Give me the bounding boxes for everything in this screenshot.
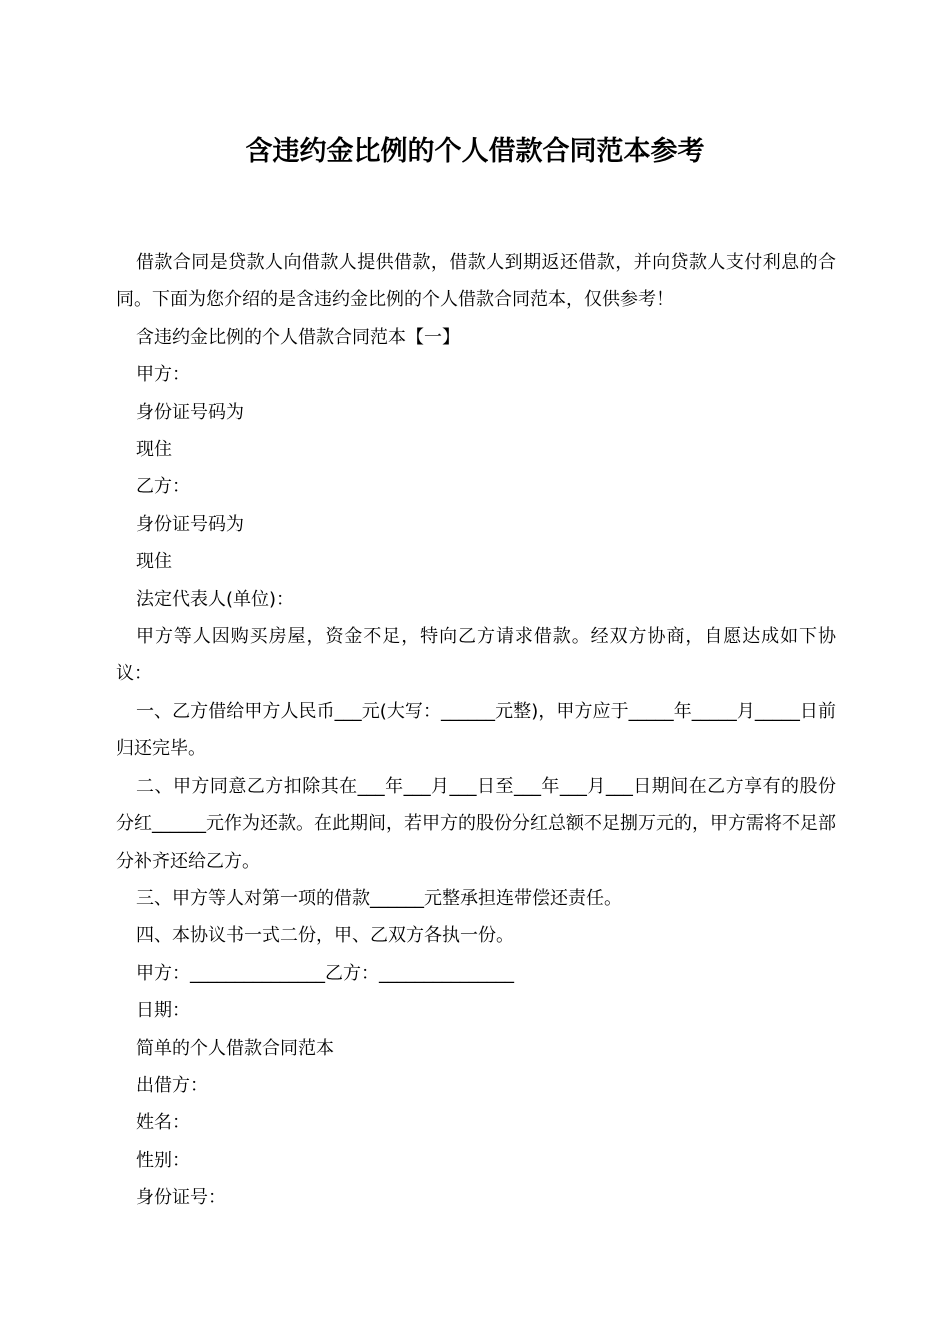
legal-representative-label: 法定代表人(单位)： <box>136 588 295 610</box>
party-a-id-label: 身份证号码为 <box>136 401 244 423</box>
party-b-address-label: 现住 <box>136 551 172 573</box>
signature-line: 甲方：_______________乙方：_______________ <box>136 962 514 984</box>
agreement-preamble: 甲方等人因购买房屋，资金不足，特向乙方请求借款。经双方协商，自愿达成如下协议： <box>116 626 836 685</box>
party-b-id-label: 身份证号码为 <box>136 513 244 535</box>
id-number-label: 身份证号： <box>136 1187 226 1209</box>
clause-four: 四、本协议书一式二份，甲、乙双方各执一份。 <box>136 925 514 947</box>
party-b-label: 乙方： <box>136 476 190 498</box>
clause-three: 三、甲方等人对第一项的借款______元整承担连带偿还责任。 <box>136 887 622 909</box>
party-a-address-label: 现住 <box>136 439 172 461</box>
intro-paragraph: 借款合同是贷款人向借款人提供借款，借款人到期返还借款，并向贷款人支付利息的合同。下面为您介绍的是含违约金比例的个人借款合同范本，仅供参考！ <box>116 252 836 311</box>
section-heading-two: 简单的个人借款合同范本 <box>136 1037 334 1059</box>
document-body <box>116 244 836 1217</box>
clause-two: 二、甲方同意乙方扣除其在___年___月___日至___年___月___日期间在乙方享有的股份分红______元作为还款。在此期间，若甲方的股份分红总额不足捌万元的，甲方需将不足部分补齐还给乙方。 <box>116 775 836 872</box>
clause-one: 一、乙方借给甲方人民币___元(大写：______元整)，甲方应于_____年_____月_____日前归还完毕。 <box>116 700 836 760</box>
section-heading-one: 含违约金比例的个人借款合同范本【一】 <box>136 326 460 348</box>
gender-label: 性别： <box>136 1149 190 1171</box>
party-a-label: 甲方： <box>136 364 190 386</box>
name-label: 姓名： <box>136 1112 190 1134</box>
document-title: 含违约金比例的个人借款合同范本参考 <box>245 136 705 167</box>
date-label: 日期： <box>136 1000 190 1022</box>
lender-label: 出借方： <box>136 1074 208 1096</box>
